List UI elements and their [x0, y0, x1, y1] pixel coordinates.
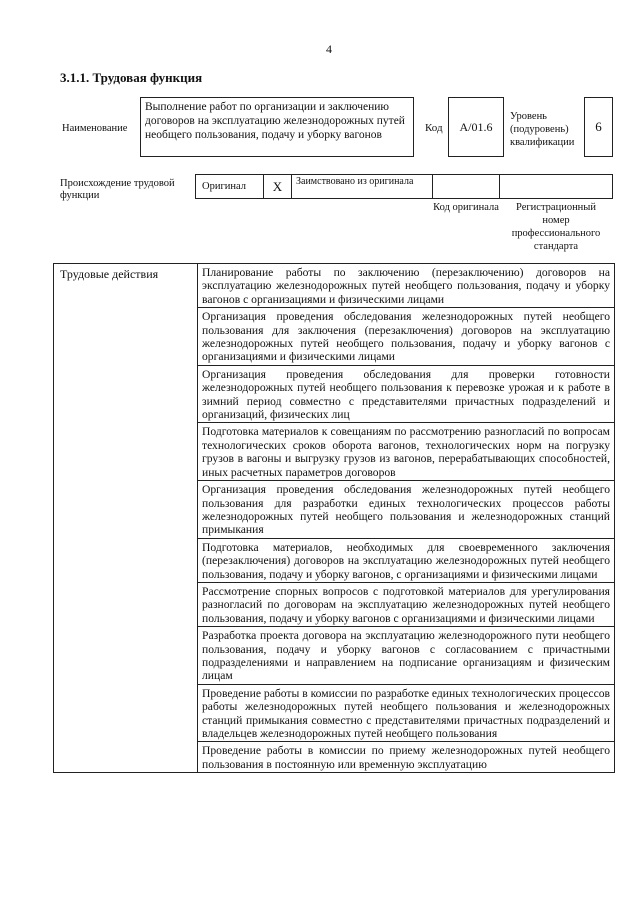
labor-actions-list [198, 264, 614, 772]
labor-actions-label: Трудовые действия [54, 264, 198, 772]
original-mark: X [264, 175, 292, 198]
reg-number-caption: Регистрационный номер профессионального стандарта [511, 202, 601, 252]
code-label: Код [425, 122, 443, 134]
labor-action-item: Организация проведения обследования железнодорожных путей необщего пользования для разработки единых технологических процессов работы железнодорожных путей необщего пользования и железнодорожных станций примыкания [198, 481, 614, 539]
labor-action-item: Планирование работы по заключению (перезаключению) договоров на эксплуатацию железнодорожных путей необщего пользования, подачу и уборку вагонов с организациями и физическими лицами [198, 264, 614, 308]
labor-action-item: Подготовка материалов к совещаниям по рассмотрению разногласий по вопросам технологических сроков оборота вагонов, технологических норм на погрузку грузов в вагоны и выгрузку грузов из вагонов, перерабатывающих способностей, иных расчетных параметров договоров [198, 423, 614, 481]
labor-action-item: Организация проведения обследования для проверки готовности железнодорожных путей необщего пользования к перевозке урожая и к работе в зимний период совместно с представителями причастных подразделений и организаций, физических лиц [198, 366, 614, 424]
labor-action-item: Подготовка материалов, необходимых для своевременного заключения (перезаключения) договоров на эксплуатацию железнодорожных путей необщего пользования, подачу и уборку вагонов, с организациями и физическими лицами [198, 539, 614, 583]
level-value: 6 [584, 97, 613, 157]
origin-code-cell [433, 175, 500, 198]
borrowed-label: Заимствовано из оригинала [292, 175, 433, 198]
name-label: Наименование [62, 123, 128, 134]
reg-number-cell [500, 175, 612, 198]
section-title: 3.1.1. Трудовая функция [60, 70, 203, 85]
function-name-value: Выполнение работ по организации и заключению договоров на эксплуатацию железнодорожных путей необщего пользования, подачу и уборку вагонов [140, 97, 414, 157]
labor-actions-table [53, 263, 615, 773]
level-label: Уровень (подуровень) квалификации [510, 111, 575, 148]
original-label: Оригинал [196, 175, 264, 198]
labor-action-item: Проведение работы в комиссии по разработке единых технологических процессов работы железнодорожных путей необщего пользования и железнодорожных станций примыкания совместно с представителями причастных подразделений и владельцев железнодорожных путей необщего пользования [198, 685, 614, 743]
origin-label: Происхождение трудовой функции [60, 178, 175, 201]
page-number: 4 [326, 42, 332, 56]
code-value: A/01.6 [448, 97, 504, 157]
labor-action-item: Проведение работы в комиссии по приему железнодорожных путей необщего пользования в постоянную или временную эксплуатацию [202, 744, 610, 771]
labor-action-item: Организация проведения обследования железнодорожных путей необщего пользования для заключения (перезаключения) договоров на эксплуатацию железнодорожных путей необщего пользования, подачу и уборку вагонов с организациями и физическими лицами [198, 308, 614, 366]
labor-action-item: Разработка проекта договора на эксплуатацию железнодорожного пути необщего пользования, подачу и уборку вагонов с согласованием с причастными подразделениями и направлением на подписание организациям и физическим лицам [198, 627, 614, 685]
labor-action-item: Рассмотрение спорных вопросов с подготовкой материалов для урегулирования разногласий по договорам на эксплуатацию железнодорожных путей необщего пользования, подачу и уборку вагонов с организациями и физическими лицами [198, 583, 614, 627]
origin-code-caption: Код оригинала [433, 202, 499, 213]
origin-row [195, 174, 613, 199]
